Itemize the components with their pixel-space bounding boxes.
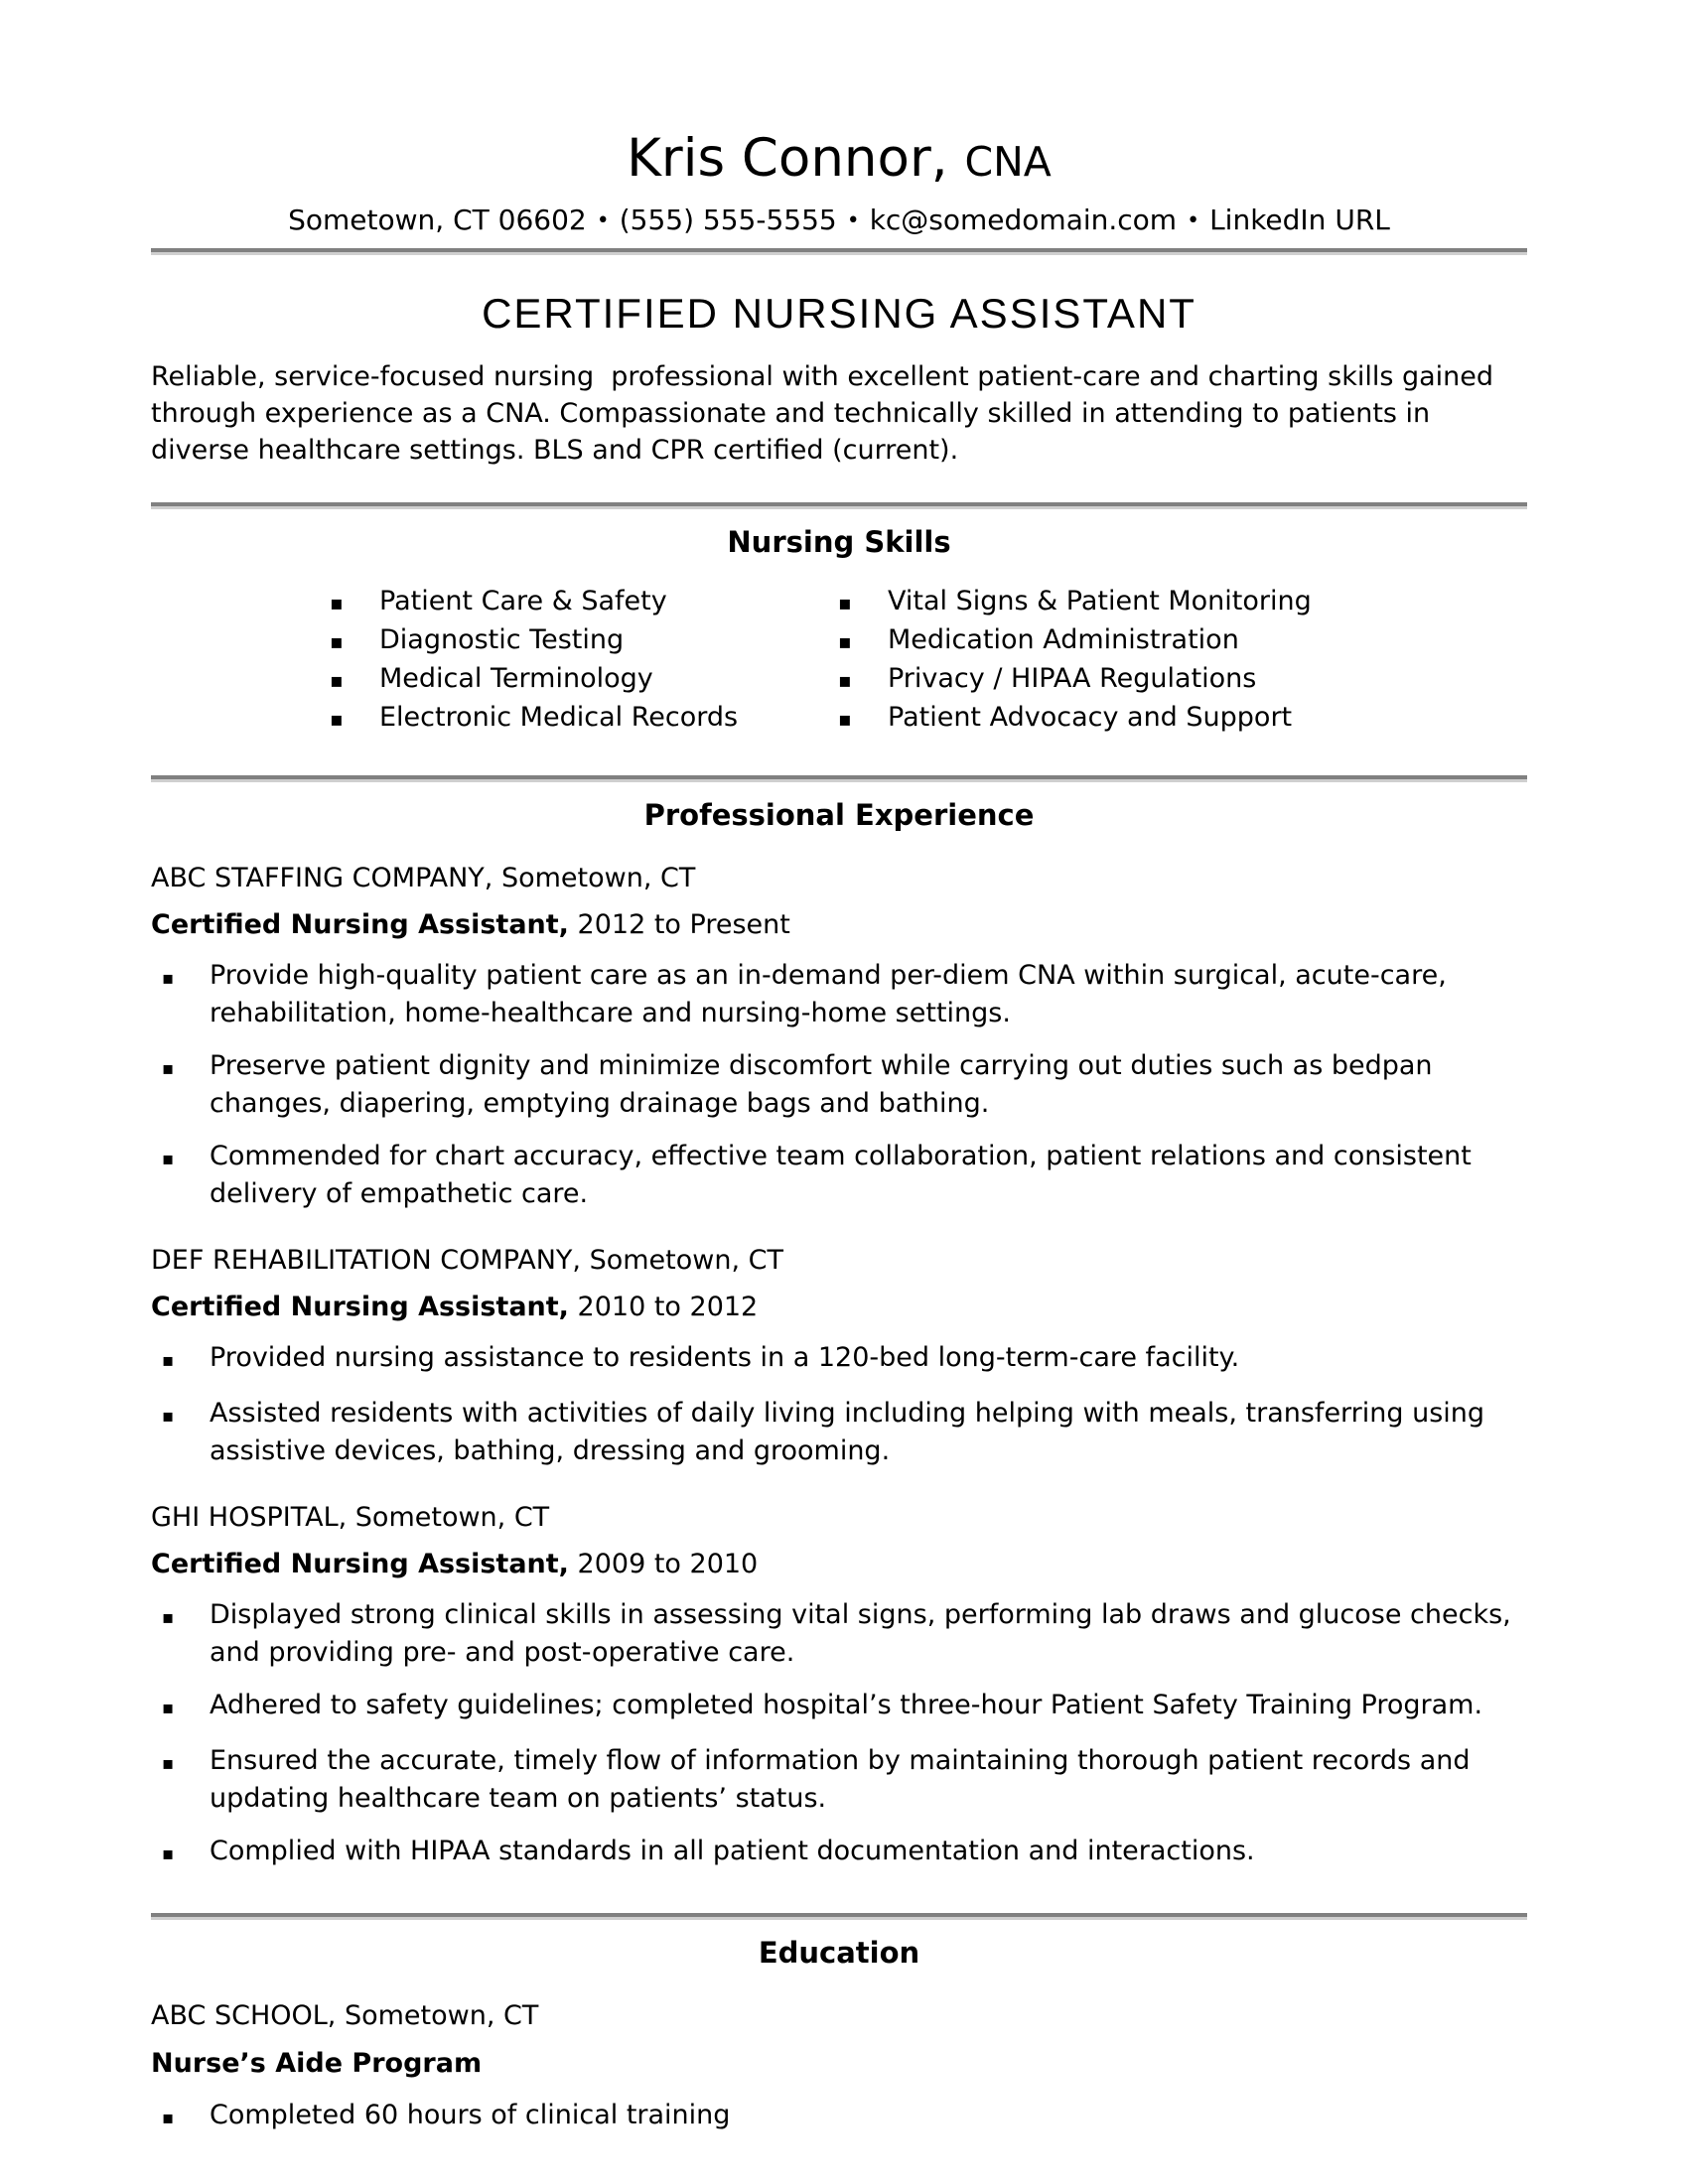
square-bullet-icon: ▪ — [330, 706, 344, 731]
job-entry — [151, 1243, 1527, 1470]
job-bullets — [151, 957, 1527, 1213]
bullet-text: Provided nursing assistance to residents in a 120-bed long-term-care facility. — [210, 1342, 1240, 1374]
summary-section — [151, 289, 1527, 469]
bullet-item — [151, 1339, 1527, 1380]
bullet-text: Displayed strong clinical skills in assessing vital signs, performing lab draws and glucose checks, and providing pre- and post-operative care. — [210, 1599, 1511, 1669]
contact-item: LinkedIn URL — [1209, 203, 1390, 236]
section-divider — [151, 502, 1527, 509]
bullet-item — [330, 583, 838, 621]
bullet-item — [330, 660, 838, 699]
bullet-text: Diagnostic Testing — [379, 623, 625, 655]
bullet-text: Complied with HIPAA standards in all patient documentation and interactions. — [210, 1836, 1255, 1867]
education-bullets — [151, 2097, 1527, 2137]
bullet-item — [838, 583, 1527, 621]
job-title: Certified Nursing Assistant, — [151, 1549, 569, 1580]
job-list — [151, 861, 1527, 1874]
contact-item: (555) 555-5555 — [619, 203, 837, 236]
school-name: ABC SCHOOL, Sometown, CT — [151, 2000, 539, 2032]
bullet-item — [151, 1395, 1527, 1470]
section-divider — [151, 775, 1527, 782]
bullet-item — [151, 1047, 1527, 1123]
job-bullets — [151, 1339, 1527, 1470]
bullet-text: Patient Advocacy and Support — [888, 701, 1293, 733]
education-heading: Education — [758, 1936, 920, 1971]
square-bullet-icon: ▪ — [838, 667, 852, 692]
square-bullet-icon: ▪ — [162, 1753, 175, 1775]
credential-text: CNA — [964, 138, 1052, 186]
skills-column-1 — [330, 583, 838, 738]
bullet-text: Preserve patient dignity and minimize discomfort while carrying out duties such as bedpan changes, diapering, emptying drainage bags and bathing. — [210, 1049, 1433, 1119]
job-title: Certified Nursing Assistant, — [151, 908, 569, 940]
experience-section — [151, 796, 1527, 1874]
contact-item: Sometown, CT 06602 — [288, 203, 587, 236]
bullet-item — [838, 660, 1527, 699]
square-bullet-icon: ▪ — [162, 1843, 175, 1865]
bullet-item — [151, 2097, 1527, 2137]
bullet-item — [151, 957, 1527, 1032]
square-bullet-icon: ▪ — [162, 1148, 175, 1169]
job-title-line — [151, 1290, 1527, 1324]
bullet-item — [838, 621, 1527, 660]
bullet-item — [151, 1596, 1527, 1672]
square-bullet-icon: ▪ — [838, 706, 852, 731]
resume-header — [151, 127, 1527, 238]
company-line: GHI HOSPITAL, Sometown, CT — [151, 1502, 550, 1534]
skills-section — [151, 523, 1527, 737]
bullet-item — [151, 1138, 1527, 1213]
candidate-name — [151, 127, 1527, 191]
bullet-item — [151, 1742, 1527, 1818]
job-entry — [151, 861, 1527, 1213]
job-entry — [151, 1500, 1527, 1873]
bullet-text: Ensured the accurate, timely flow of information by maintaining thorough patient records and updating healthcare team on patients’ status. — [210, 1745, 1471, 1815]
skills-heading: Nursing Skills — [727, 525, 951, 560]
bullet-item — [838, 699, 1527, 738]
bullet-text: Adhered to safety guidelines; completed hospital’s three-hour Patient Safety Training Program. — [210, 1690, 1483, 1721]
bullet-text: Vital Signs & Patient Monitoring — [888, 585, 1312, 616]
job-title: Certified Nursing Assistant, — [151, 1291, 569, 1322]
square-bullet-icon: ▪ — [330, 667, 344, 692]
square-bullet-icon: ▪ — [162, 1698, 175, 1719]
job-dates: 2010 to 2012 — [568, 1291, 759, 1322]
dot-separator-icon: • — [596, 207, 610, 233]
bullet-text: Patient Care & Safety — [379, 585, 667, 616]
company-line: DEF REHABILITATION COMPANY, Sometown, CT — [151, 1244, 783, 1276]
bullet-text: Electronic Medical Records — [379, 701, 739, 733]
program-name: Nurse’s Aide Program — [151, 2048, 483, 2080]
square-bullet-icon: ▪ — [162, 1350, 175, 1372]
section-divider — [151, 248, 1527, 255]
skills-columns — [151, 583, 1527, 738]
job-title-line — [151, 1547, 1527, 1581]
bullet-text: Privacy / HIPAA Regulations — [888, 662, 1257, 694]
bullet-text: Provide high-quality patient care as an in-demand per-diem CNA within surgical, acute-care, rehabilitation, home-healthcare and nursing-home settings. — [210, 959, 1447, 1028]
bullet-text: Medication Administration — [888, 623, 1239, 655]
job-title-line — [151, 907, 1527, 942]
square-bullet-icon: ▪ — [162, 1607, 175, 1629]
contact-item: kc@somedomain.com — [869, 203, 1178, 236]
job-dates: 2009 to 2010 — [568, 1549, 759, 1580]
contact-line — [151, 203, 1527, 238]
bullet-text: Assisted residents with activities of daily living including helping with meals, transferring using assistive devices, bathing, dressing and grooming. — [210, 1398, 1485, 1467]
square-bullet-icon: ▪ — [162, 2107, 175, 2128]
candidate-name-text: Kris Connor, — [627, 128, 948, 189]
square-bullet-icon: ▪ — [838, 628, 852, 653]
bullet-item — [330, 699, 838, 738]
bullet-text: Completed 60 hours of clinical training — [210, 2099, 731, 2130]
square-bullet-icon: ▪ — [838, 590, 852, 614]
square-bullet-icon: ▪ — [162, 1406, 175, 1428]
bullet-item — [330, 621, 838, 660]
job-dates: 2012 to Present — [568, 908, 790, 940]
education-section — [151, 1934, 1527, 2136]
section-divider — [151, 1913, 1527, 1920]
company-line: ABC STAFFING COMPANY, Sometown, CT — [151, 862, 696, 893]
bullet-item — [151, 1833, 1527, 1873]
dot-separator-icon: • — [1187, 207, 1200, 233]
square-bullet-icon: ▪ — [162, 1057, 175, 1079]
bullet-text: Medical Terminology — [379, 662, 653, 694]
square-bullet-icon: ▪ — [330, 590, 344, 614]
job-bullets — [151, 1596, 1527, 1873]
skills-column-2 — [838, 583, 1527, 738]
experience-heading: Professional Experience — [643, 797, 1035, 832]
square-bullet-icon: ▪ — [162, 967, 175, 989]
dot-separator-icon: • — [846, 207, 860, 233]
summary-paragraph: Reliable, service-focused nursing professional with excellent patient-care and charting skills gained through experience as a CNA. Compassionate and technically skilled in attending to patients in diverse healthcare settings. BLS and CPR certified (current). — [151, 361, 1502, 467]
bullet-text: Commended for chart accuracy, effective team collaboration, patient relations and consistent delivery of empathetic care. — [210, 1140, 1472, 1209]
square-bullet-icon: ▪ — [330, 628, 344, 653]
bullet-item — [151, 1687, 1527, 1727]
resume-title: CERTIFIED NURSING ASSISTANT — [482, 289, 1196, 337]
